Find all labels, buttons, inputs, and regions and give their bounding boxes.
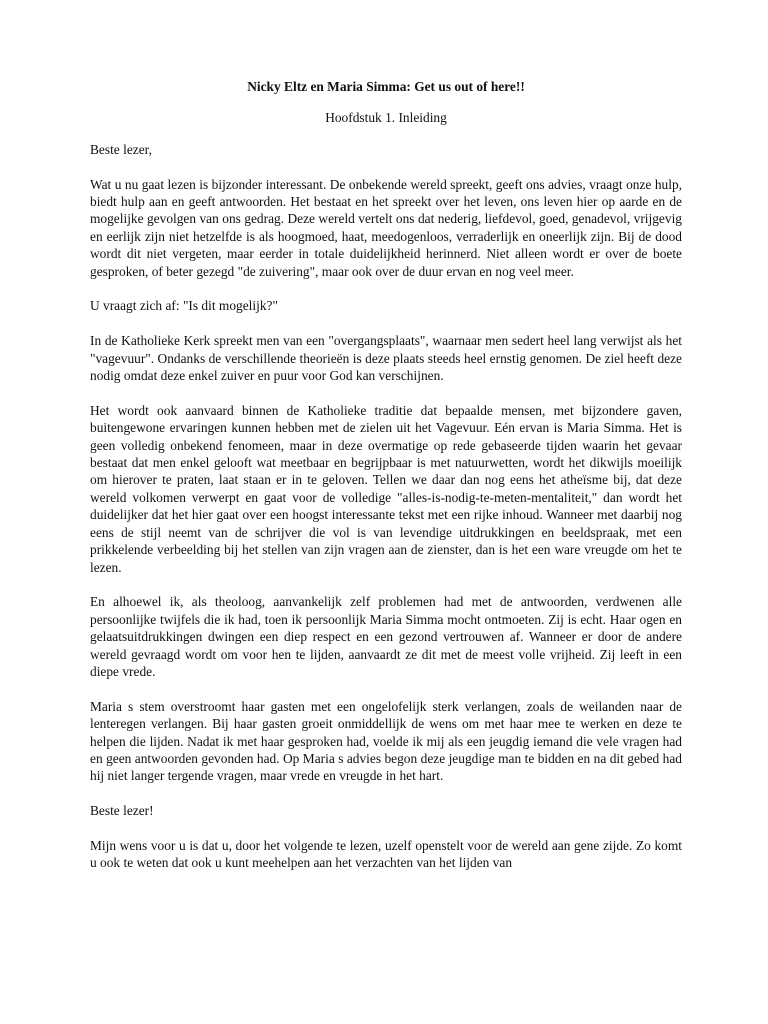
paragraph: En alhoewel ik, als theoloog, aanvankelijk zelf problemen had met de antwoorden, verdwenen alle persoonlijke twijfels die ik had, toen ik persoonlijk Maria Simma mocht ontmoeten. Zij is echt. Haar ogen en gelaatsuitdrukkingen dwingen een diep respect en een gezond vertrouwen af. Wanneer er door de andere wereld gevraagd wordt om voor hen te lijden, aanvaardt ze dit met de meest volle vrijheid. Zij leeft in een diepe vrede. xyxy=(90,594,682,679)
document-title: Nicky Eltz en Maria Simma: Get us out of here!! xyxy=(247,79,525,94)
paragraph: In de Katholieke Kerk spreekt men van een "overgangsplaats", waarnaar men sedert heel lang verwijst als het "vagevuur". Ondanks de verschillende theorieën is deze plaats steeds heel ernstig genomen. De ziel heeft deze nodig omdat deze enkel zuiver en puur voor God kan verschijnen. xyxy=(90,333,682,384)
paragraph: Maria s stem overstroomt haar gasten met een ongelofelijk sterk verlangen, zoals de weilanden naar de lenteregen verlangen. Bij haar gasten groeit onmiddellijk de wens om met haar mee te werken en deze te helpen die lijden. Nadat ik met haar gesproken had, voelde ik mij als een jeugdig iemand die vele vragen had en geen antwoorden gevonden had. Op Maria s advies begon deze jeugdige man te bidden en na dit gebed had hij niet langer tergende vragen, maar vrede en vreugde in het hart. xyxy=(90,698,682,784)
salutation: Beste lezer! xyxy=(90,803,154,819)
paragraph: Het wordt ook aanvaard binnen de Katholieke traditie dat bepaalde mensen, met bijzondere gaven, buitengewone ervaringen kunnen hebben met de zielen uit het Vagevuur. Eén ervan is Maria Simma. Het is geen volledig onbekend fenomeen, maar in deze overmatige op rede gebaseerde tijden waarin het gevaar bestaat dat men enkel gelooft wat meetbaar en begrijpbaar is met natuurwetten, wordt het dikwijls moeilijk om hierover te praten, laat staan er in te geloven. Tellen we daar dan nog eens het atheïsme bij, dat deze wereld volkomen verwerpt en gaat voor de volledige "alles-is-nodig-te-meten-mentaliteit," dan wordt het duidelijker dat het hier gaat over een hoogst interessante tekst met een rijke inhoud. Wanneer met daarbij nog eens de stijl neemt van de schrijver die vol is van levendige uitdrukkingen en beeldspraak, met een prikkelende verbeelding bij het stellen van zijn vragen aan de zienster, dan is het een ware vreugde om het te lezen. xyxy=(90,402,682,575)
chapter-heading: Hoofdstuk 1. Inleiding xyxy=(325,110,447,126)
paragraph: Mijn wens voor u is dat u, door het volgende te lezen, uzelf openstelt voor de wereld aan gene zijde. Zo komt u ook te weten dat ook u kunt meehelpen aan het verzachten van het lijden van xyxy=(90,837,682,871)
salutation: Beste lezer, xyxy=(90,141,152,157)
document-page xyxy=(90,78,682,889)
paragraph: Wat u nu gaat lezen is bijzonder interessant. De onbekende wereld spreekt, geeft ons advies, vraagt onze hulp, biedt hulp aan en geeft antwoorden. Het bestaat en het spreekt over het leven, ons leven hier op aarde en de mogelijke gevolgen van ons gedrag. Deze wereld vertelt ons dat nederig, liefdevol, goed, genadevol, vrijgevig en eerlijk zijn niet hetzelfde is als hoogmoed, haat, meedogenloos, verraderlijk en oneerlijk zijn. Bij de dood wordt dit niet vergeten, maar eerder in totale duidelijkheid herinnerd. Niet alleen wordt er over de boete gesproken, of beter gezegd "de zuivering", maar ook over de duur ervan en nog veel meer. xyxy=(90,176,682,279)
paragraph: U vraagt zich af: "Is dit mogelijk?" xyxy=(90,298,278,314)
